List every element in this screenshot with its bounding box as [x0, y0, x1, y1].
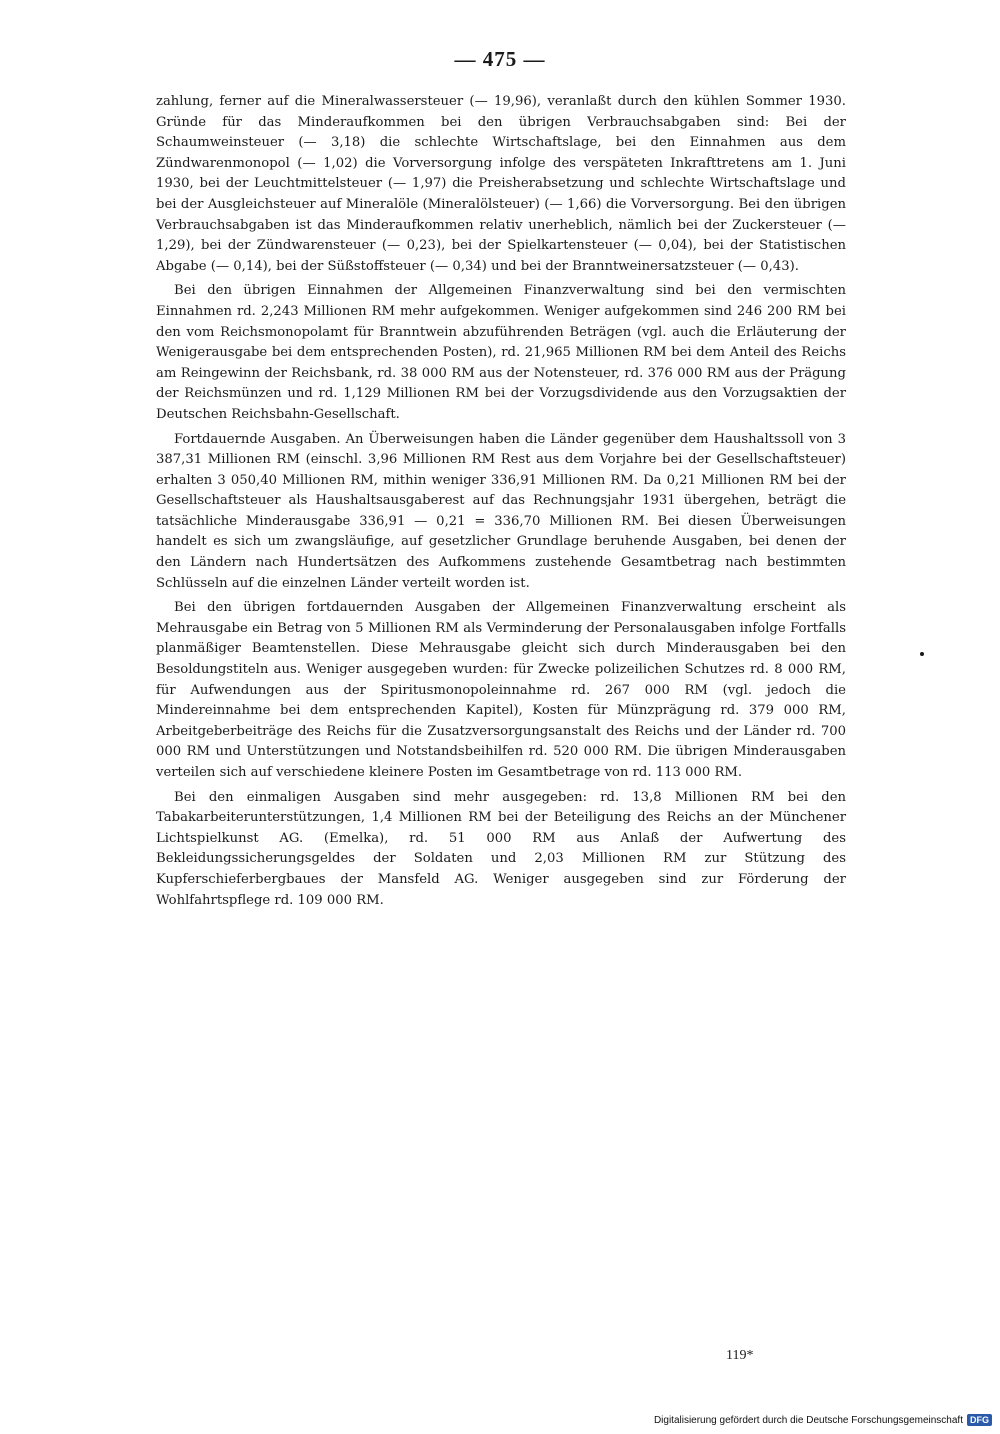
margin-dot: [920, 652, 924, 656]
paragraph: Bei den übrigen Einnahmen der Allgemeinen Finanzverwaltung sind bei den vermischten Einnahmen rd. 2,243 Millionen RM mehr aufgekommen. Weniger aufgekommen sind 246 200 RM bei den vom Reichsmonopolamt für Branntwein abzuführenden Beträgen (vgl. auch die Erläuterung der Wenigerausgabe bei dem entsprechenden Posten), rd. 21,965 Millionen RM bei dem Anteil des Reichs am Reingewinn der Reichsbank, rd. 38 000 RM aus der Notensteuer, rd. 376 000 RM aus der Prägung der Reichsmünzen und rd. 1,129 Millionen RM bei der Vorzugsdividende aus den Vorzugsaktien der Deutschen Reichsbahn-Gesellschaft.: [156, 283, 846, 422]
digitization-credit: [654, 1414, 992, 1426]
page-number: — 475 —: [454, 47, 546, 71]
body-text: [156, 92, 846, 915]
paragraph: Bei den einmaligen Ausgaben sind mehr ausgegeben: rd. 13,8 Millionen RM bei den Tabakarbeiterunterstützungen, 1,4 Millionen RM bei der Beteiligung des Reichs an der Münchener Lichtspielkunst AG. (Emelka), rd. 51 000 RM aus Anlaß der Aufwertung des Bekleidungssicherungsgeldes der Soldaten und 2,03 Millionen RM zur Stützung des Kupferschieferbergbaues der Mansfeld AG. Weniger ausgegeben sind zur Förderung der Wohlfahrtspflege rd. 109 000 RM.: [156, 789, 846, 908]
credit-text: Digitalisierung gefördert durch die Deutsche Forschungsgemeinschaft: [653, 1414, 963, 1426]
paragraph: Fortdauernde Ausgaben. An Überweisungen haben die Länder gegenüber dem Haushaltssoll von 3 387,31 Millionen RM (einschl. 3,96 Millionen RM Rest aus dem Vorjahre bei der Gesellschaftsteuer) erhalten 3 050,40 Millionen RM, mithin weniger 336,91 Millionen RM. Da 0,21 Millionen RM bei der Gesellschaftsteuer als Haushaltsausgaberest auf das Rechnungsjahr 1931 übergehen, beträgt die tatsächliche Minderausgabe 336,91 — 0,21 = 336,70 Millionen RM. Bei diesen Überweisungen handelt es sich um zwangsläufige, auf gesetzlicher Grundlage beruhende Ausgaben, bei denen der den Ländern nach Hundertsätzen des Aufkommens zustehende Gesamtbetrag nach bestimmten Schlüsseln auf die einzelnen Länder verteilt worden ist.: [156, 431, 846, 591]
sheet-signature: 119*: [726, 1348, 754, 1363]
paragraph: Bei den übrigen fortdauernden Ausgaben der Allgemeinen Finanzverwaltung erscheint als Mehrausgabe ein Betrag von 5 Millionen RM als Verminderung der Personalausgaben infolge Fortfalls planmäßiger Beamtenstellen. Diese Mehrausgabe gleicht sich durch Minderausgaben bei den Besoldungstiteln aus. Weniger ausgegeben wurden: für Zwecke polizeilichen Schutzes rd. 8 000 RM, für Aufwendungen aus der Spiritusmonopoleinnahme rd. 267 000 RM (vgl. jedoch die Mindereinnahme bei dem entsprechenden Kapitel), Kosten für Münzprägung rd. 379 000 RM, Arbeitgeberbeiträge des Reichs für die Zusatzversorgungsanstalt des Reichs und der Länder rd. 700 000 RM und Unterstützungen und Notstandsbeihilfen rd. 520 000 RM. Die übrigen Minderausgaben verteilen sich auf verschiedene kleinere Posten im Gesamtbetrage von rd. 113 000 RM.: [156, 600, 846, 780]
paragraph: zahlung, ferner auf die Mineralwassersteuer (— 19,96), veranlaßt durch den kühlen Sommer 1930. Gründe für das Minderaufkommen bei den übrigen Verbrauchsabgaben sind: Bei der Schaumweinsteuer (— 3,18) die schlechte Wirtschaftslage, bei den Einnahmen aus dem Zündwarenmonopol (— 1,02) die Vorversorgung infolge des verspäteten Inkrafttretens am 1. Juni 1930, bei der Leuchtmittelsteuer (— 1,97) die Preisherabsetzung und schlechte Wirtschaftslage und bei der Ausgleichsteuer auf Mineralöle (Mineralölsteuer) (— 1,66) die Vorversorgung. Bei den übrigen Verbrauchsabgaben ist das Minderaufkommen relativ unerheblich, nämlich bei der Zuckersteuer (— 1,29), bei der Zündwarensteuer (— 0,23), bei der Spielkartensteuer (— 0,04), bei der Statistischen Abgabe (— 0,14), bei der Süßstoffsteuer (— 0,34) und bei der Branntweinersatzsteuer (— 0,43).: [156, 94, 846, 274]
dfg-logo-icon: DFG: [967, 1414, 992, 1426]
